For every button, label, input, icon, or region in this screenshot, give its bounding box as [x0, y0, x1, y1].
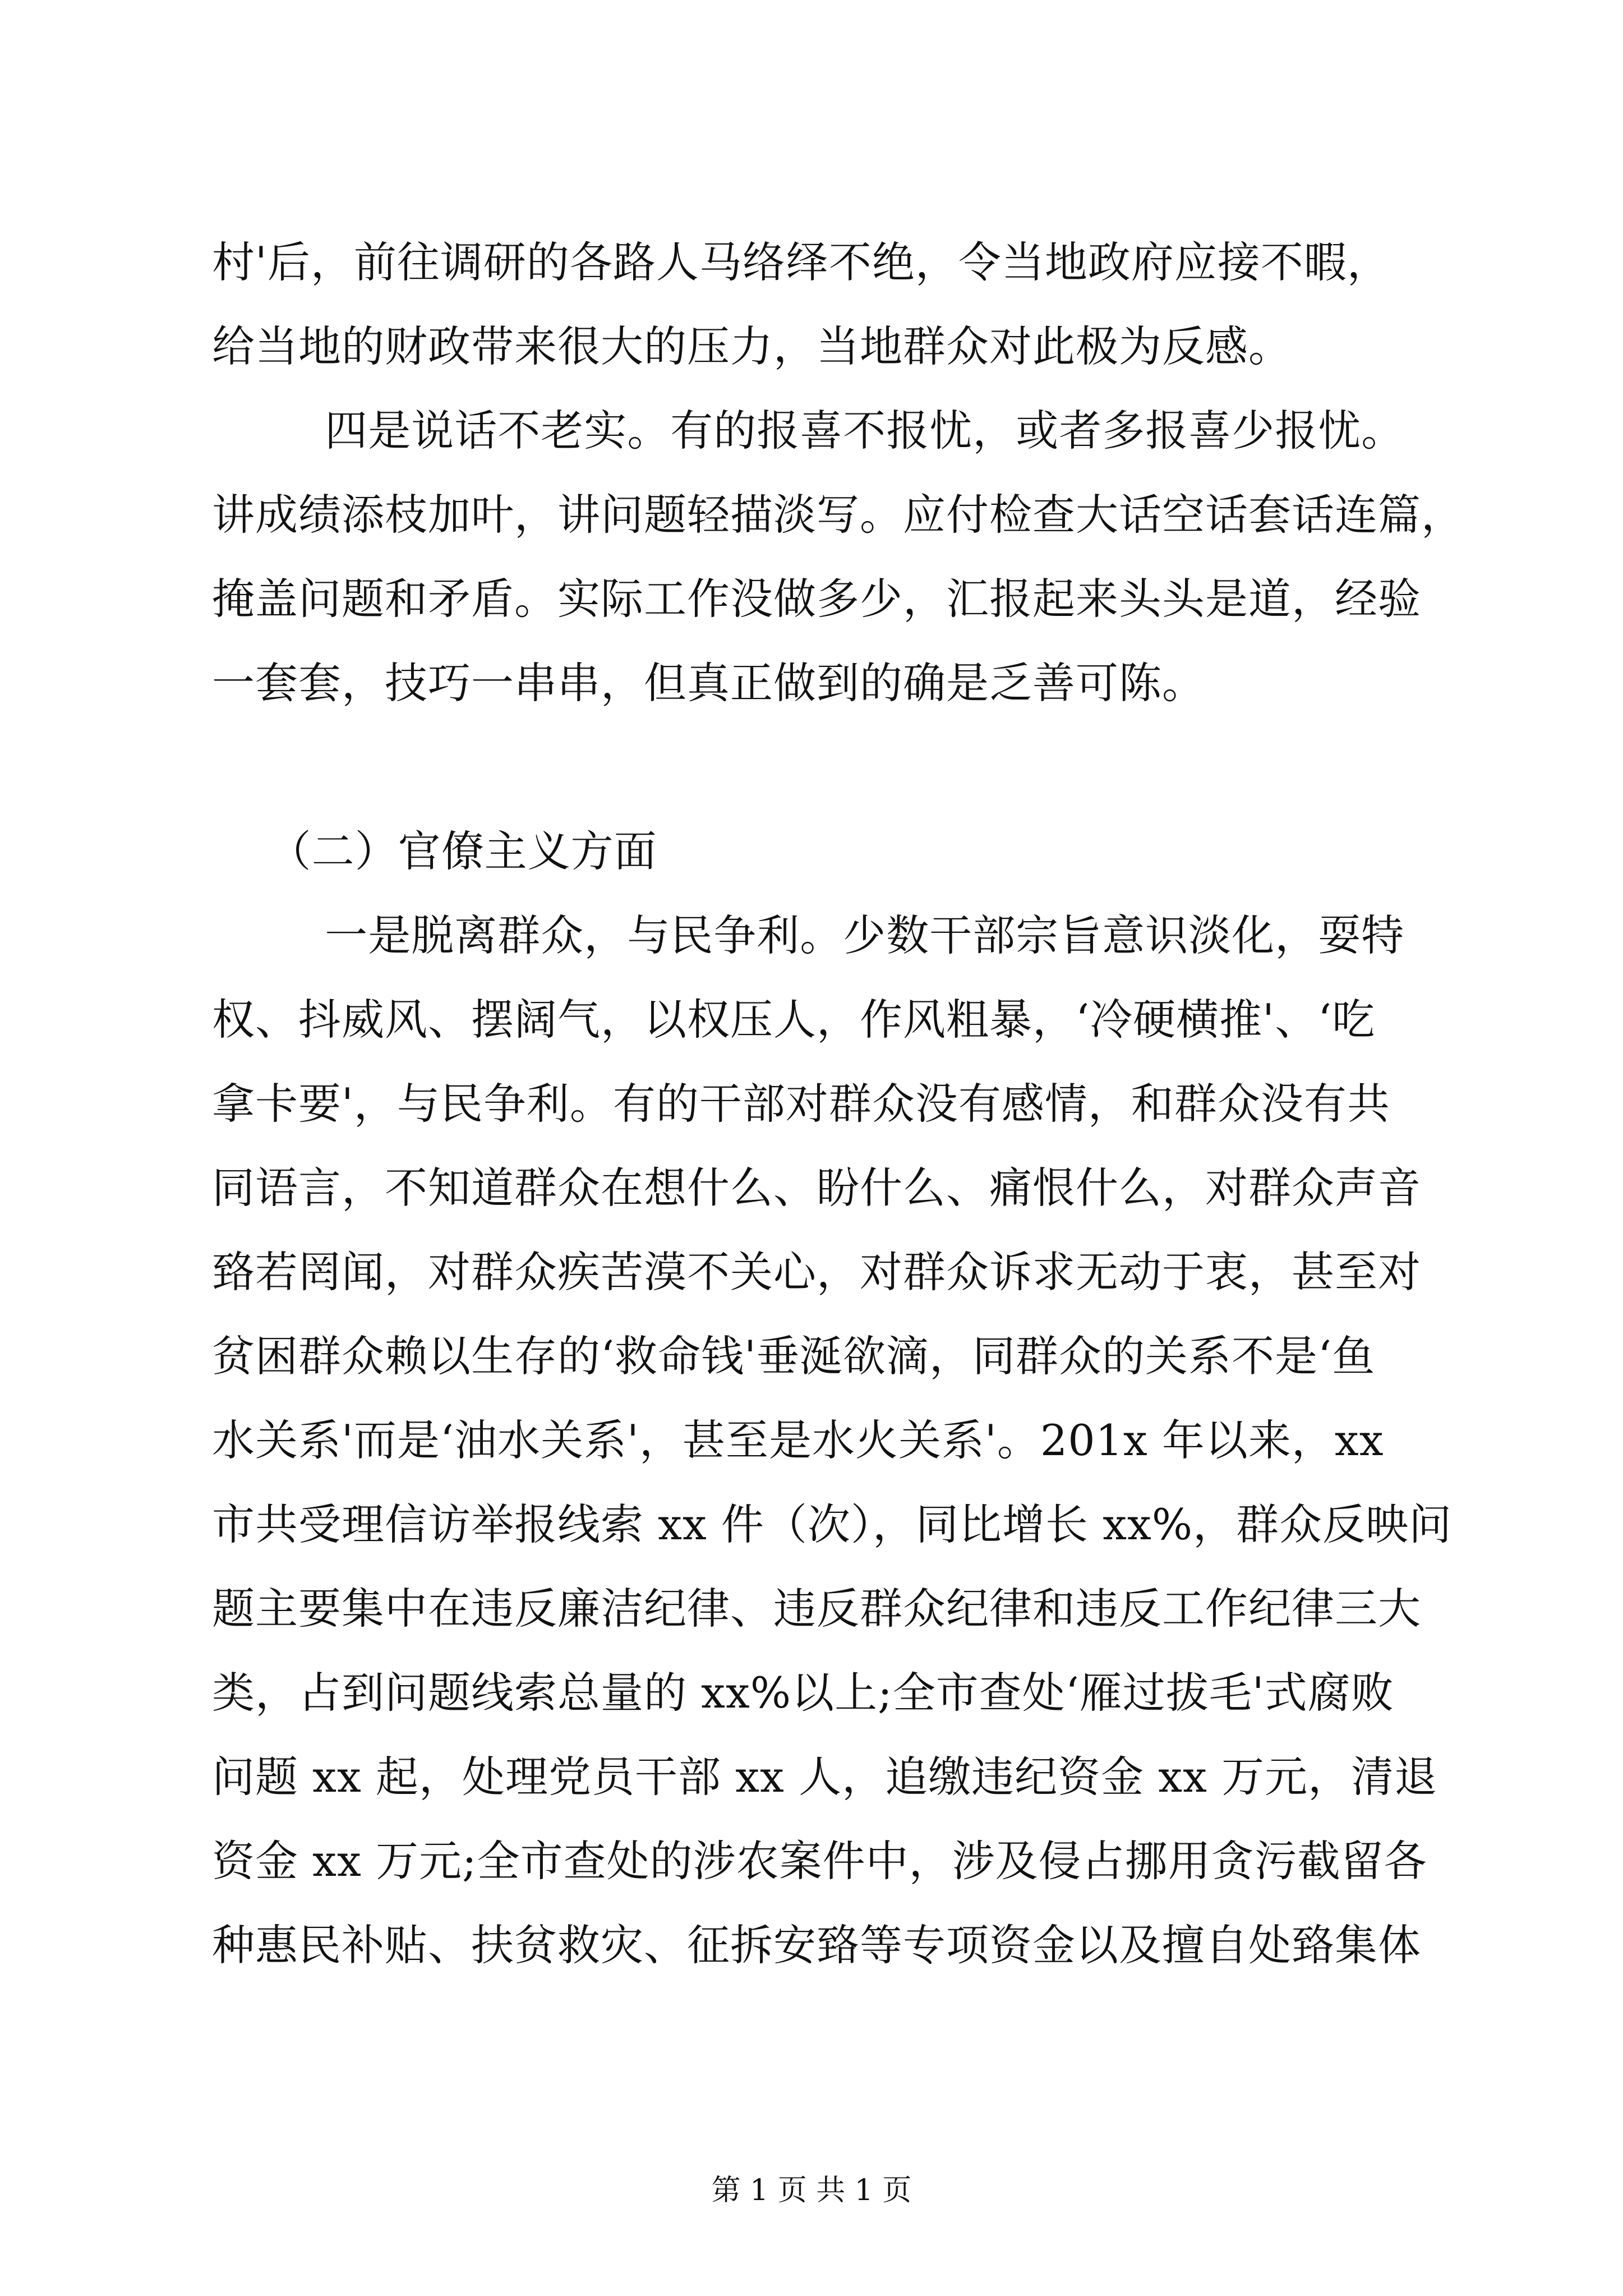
body-text-line: 资金 xx 万元;全市查处的涉农案件中，涉及侵占挪用贪污截留各 [212, 1836, 1427, 1886]
body-text-line: 同语言，不知道群众在想什么、盼什么、痛恨什么，对群众声音 [212, 1163, 1421, 1213]
body-text-line: 掩盖问题和矛盾。实际工作没做多少，汇报起来头头是道，经验 [212, 574, 1421, 624]
body-text-line: 一套套，技巧一串串，但真正做到的确是乏善可陈。 [212, 658, 1205, 708]
body-text-line: 权、抖威风、摆阔气，以权压人，作风粗暴，‘冷硬横推'、‘吃 [212, 995, 1376, 1045]
body-text-line: 拿卡要'，与民争利。有的干部对群众没有感情，和群众没有共 [212, 1079, 1390, 1129]
body-text-line: 问题 xx 起，处理党员干部 xx 人，追缴违纪资金 xx 万元，清退 [212, 1752, 1438, 1802]
body-text-line: 讲成绩添枝加叶，讲问题轻描淡写。应付检查大话空话套话连篇， [212, 490, 1464, 540]
section-heading: （二）官僚主义方面 [212, 826, 657, 876]
body-text-line: 四是说话不老实。有的报喜不报忧，或者多报喜少报忧。 [212, 406, 1405, 455]
body-text-line: 类，占到问题线索总量的 xx%以上;全市查处‘雁过拔毛'式腐败 [212, 1668, 1394, 1718]
body-text-line: 种惠民补贴、扶贫救灾、征拆安臵等专项资金以及擅自处臵集体 [212, 1920, 1421, 1970]
body-text-line: 题主要集中在违反廉洁纪律、违反群众纪律和违反工作纪律三大 [212, 1584, 1421, 1634]
body-text-line: 市共受理信访举报线索 xx 件（次），同比增长 xx%，群众反映问 [212, 1499, 1453, 1549]
body-text-line: 村'后，前往调研的各路人马络绎不绝，令当地政府应接不暇， [212, 237, 1390, 287]
page-footer: 第 1 页 共 1 页 [711, 2174, 912, 2207]
body-text-line: 给当地的财政带来很大的压力，当地群众对此极为反感。 [212, 321, 1292, 371]
body-text-line: 水关系'而是‘油水关系'，甚至是水火关系'。201x 年以来，xx [212, 1415, 1384, 1465]
body-text-line: 一是脱离群众，与民争利。少数干部宗旨意识淡化，耍特 [212, 910, 1405, 960]
body-text-line: 臵若罔闻，对群众疾苦漠不关心，对群众诉求无动于衷，甚至对 [212, 1247, 1421, 1297]
body-text-line: 贫困群众赖以生存的‘救命钱'垂涎欲滴，同群众的关系不是‘鱼 [212, 1331, 1376, 1381]
